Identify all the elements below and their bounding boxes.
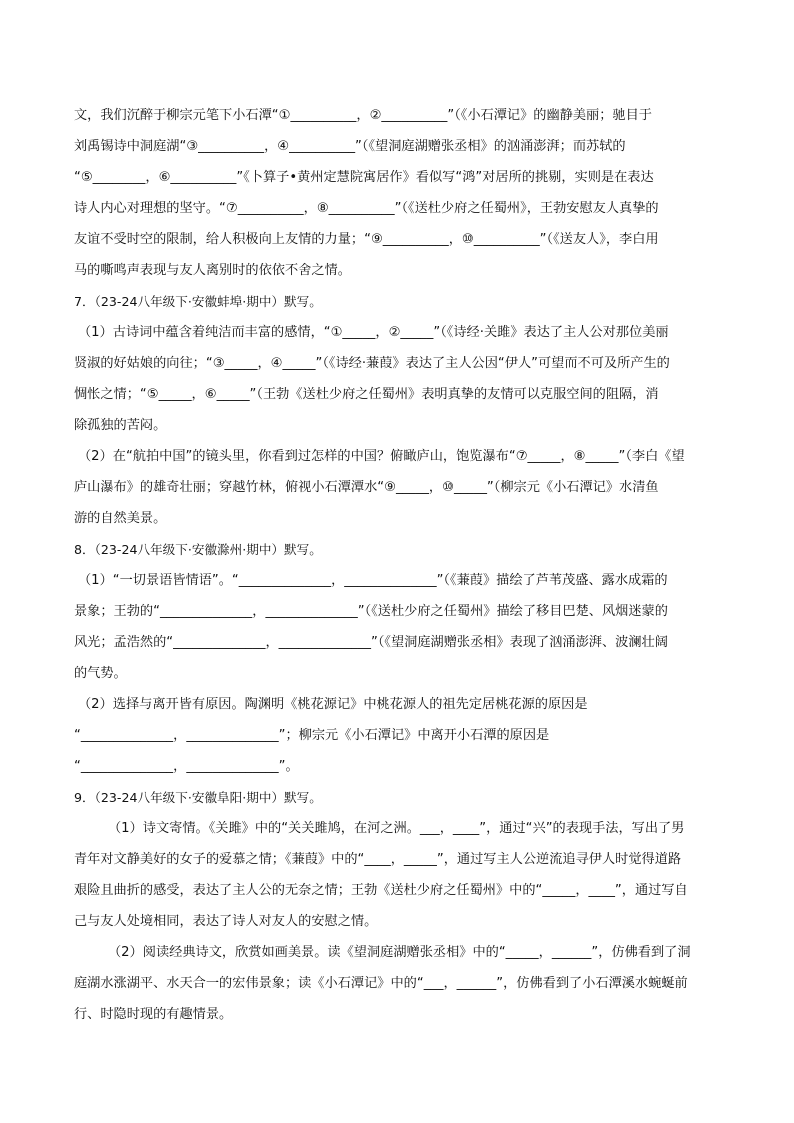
question-9-part-1: （1）诗文寄情。《关雎》中的“关关雎鸠，在河之洲。___，____”，通过“兴”的表现手法，写出了男 bbox=[108, 821, 685, 836]
document-body bbox=[74, 100, 720, 1030]
text-line: 文，我们沉醉于柳宗元笔下小石潭“①__________，②__________”（《小石潭记》的幽静美丽；驰目于 bbox=[74, 108, 652, 123]
question-8-part-2: （2）选择与离开皆有原因。陶渊明《桃花源记》中桃花源人的祖先定居桃花源的原因是 bbox=[78, 697, 588, 712]
text-line: 友谊不受时空的限制，给人积极向上友情的力量；“⑨__________，⑩__________”（《送友人》，李白用 bbox=[74, 232, 659, 247]
text-line: 景象；王勃的“______________，______________”（《送杜少府之任蜀州》描绘了移目巴楚、风烟迷蒙的 bbox=[74, 604, 668, 619]
text-line: 马的嘶鸣声表现与友人离别时的依依不舍之情。 bbox=[74, 263, 351, 278]
question-8-part-1: （1）“一切景语皆情语”。“______________，______________”（《蒹葭》描绘了芦苇茂盛、露水成霜的 bbox=[78, 573, 668, 588]
question-9-heading: 9．（23-24八年级下·安徽阜阳·期中）默写。 bbox=[74, 790, 322, 805]
text-line: 己与友人处境相同，表达了诗人对友人的安慰之情。 bbox=[74, 914, 378, 929]
text-line: 庭湖水涨湖平、水天合一的宏伟景象；读《小石潭记》中的“___，______”，仿佛看到了小石潭溪水蜿蜒前 bbox=[74, 976, 688, 991]
question-7-heading: 7．（23-24八年级下·安徽蚌埠·期中）默写。 bbox=[74, 294, 322, 309]
question-7-part-1: （1）古诗词中蕴含着纯洁而丰富的感情，“①_____，②_____”（《诗经·关雎》表达了主人公对那位美丽 bbox=[78, 325, 669, 340]
text-line: “______________，______________”；柳宗元《小石潭记》中离开小石潭的原因是 bbox=[74, 728, 550, 743]
text-line: 贤淑的好姑娘的向往；“③_____，④_____”（《诗经·蒹葭》表达了主人公因“伊人”可望而不可及所产生的 bbox=[74, 356, 670, 371]
text-line: 刘禹锡诗中洞庭湖“③__________，④__________”（《望洞庭湖赠张丞相》的汹涌澎湃；而苏轼的 bbox=[74, 139, 626, 154]
text-line: 除孤独的苦闷。 bbox=[74, 418, 167, 433]
text-line: 的气势。 bbox=[74, 666, 127, 681]
text-line: “______________，______________”。 bbox=[74, 759, 299, 774]
text-line: 行、时隐时现的有趣情景。 bbox=[74, 1007, 233, 1022]
text-line: 风光；孟浩然的“______________，______________”（《望洞庭湖赠张丞相》表现了汹涌澎湃、波澜壮阔 bbox=[74, 635, 668, 650]
text-line: 游的自然美景。 bbox=[74, 511, 167, 526]
text-line: 艰险且曲折的感受，表达了主人公的无奈之情；王勃《送杜少府之任蜀州》中的“_____，____”，通过写自 bbox=[74, 883, 688, 898]
text-line: 诗人内心对理想的坚守。“⑦__________，⑧__________”（《送杜少府之任蜀州》，王勃安慰友人真挚的 bbox=[74, 201, 659, 216]
question-8-heading: 8．（23-24八年级下·安徽滁州·期中）默写。 bbox=[74, 542, 322, 557]
text-line: “⑤________，⑥__________”《卜算子•黄州定慧院寓居作》看似写“鸿”对居所的挑剔，实则是在表达 bbox=[74, 170, 654, 185]
text-line: 青年对文静美好的女子的爱慕之情；《蒹葭》中的“____，_____”，通过写主人公逆流追寻伊人时觉得道路 bbox=[74, 852, 682, 867]
text-line: 惆怅之情；“⑤_____，⑥_____”（王勃《送杜少府之任蜀州》表明真挚的友情可以克服空间的阻隔，消 bbox=[74, 387, 659, 402]
text-line: 庐山瀑布》的雄奇壮丽；穿越竹林，俯视小石潭潭水“⑨_____，⑩_____”（柳宗元《小石潭记》水清鱼 bbox=[74, 480, 659, 495]
question-7-part-2: （2）在“航拍中国”的镜头里，你看到过怎样的中国？俯瞰庐山，饱览瀑布“⑦_____，⑧_____”（李白《望 bbox=[78, 449, 685, 464]
question-9-part-2: （2）阅读经典诗文，欣赏如画美景。读《望洞庭湖赠张丞相》中的“_____，______”，仿佛看到了洞 bbox=[108, 945, 691, 960]
